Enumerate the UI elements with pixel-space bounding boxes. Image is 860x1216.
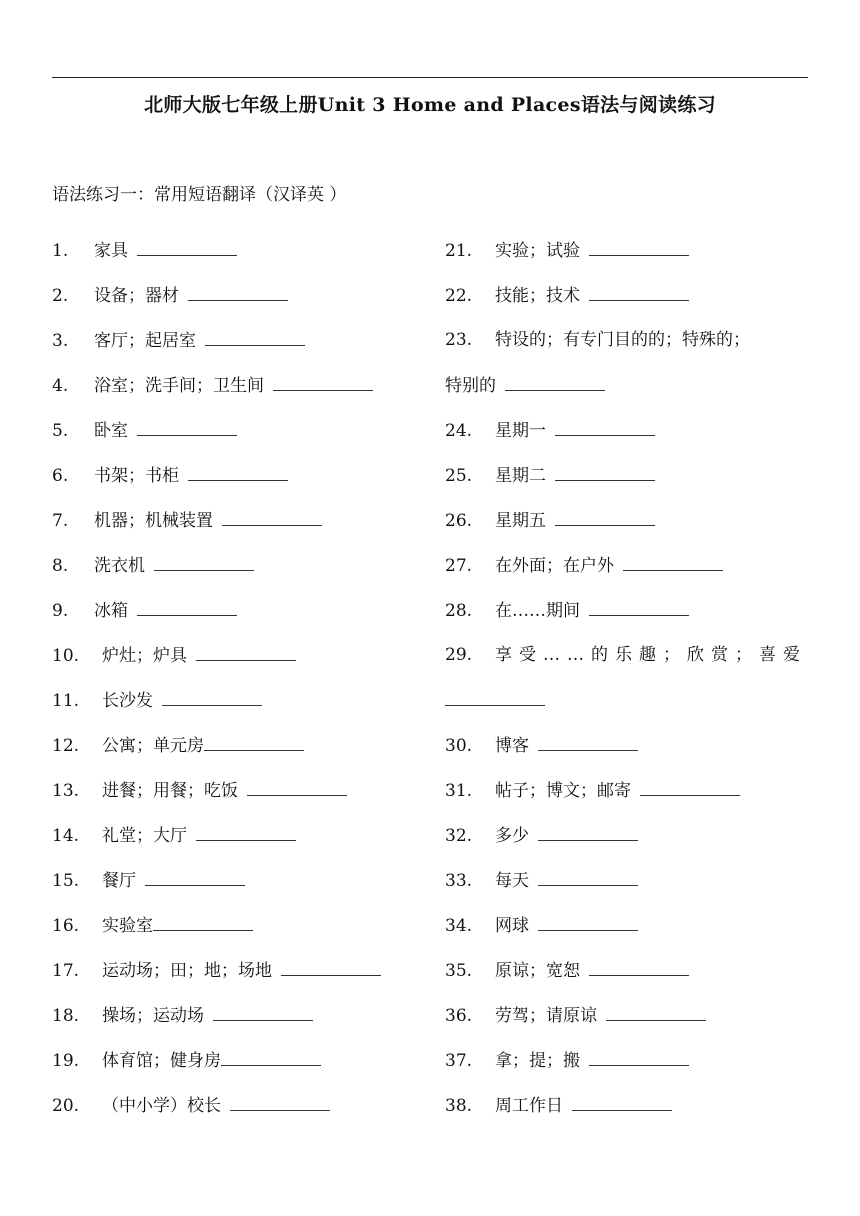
answer-blank[interactable] [196,642,296,661]
list-item: 8. 洗衣机 [52,552,254,578]
document-title: 北师大版七年级上册Unit 3 Home and Places语法与阅读练习 [144,94,716,116]
answer-blank[interactable] [154,552,254,571]
list-item-continuation: 特别的 [445,372,605,398]
list-item: 9. 冰箱 [52,597,237,623]
list-item: 26. 星期五 [445,507,655,533]
list-item: 10. 炉灶；炉具 [52,642,296,668]
list-item: 18. 操场；运动场 [52,1002,313,1028]
answer-blank[interactable] [589,282,689,301]
list-item: 33. 每天 [445,867,638,893]
list-item: 22. 技能；技术 [445,282,689,308]
list-item: 28. 在……期间 [445,597,689,623]
answer-blank[interactable] [281,957,381,976]
list-item: 36. 劳驾；请原谅 [445,1002,706,1028]
list-item: 34. 网球 [445,912,638,938]
list-item: 37. 拿；提；搬 [445,1047,689,1073]
list-item: 5. 卧室 [52,417,237,443]
answer-blank[interactable] [538,912,638,931]
answer-blank[interactable] [538,867,638,886]
section-heading: 语法练习一：常用短语翻译（汉译英 ） [52,185,347,205]
answer-blank[interactable] [589,237,689,256]
answer-blank[interactable] [623,552,723,571]
answer-blank[interactable] [538,822,638,841]
answer-blank[interactable] [137,597,237,616]
answer-blank[interactable] [205,327,305,346]
answer-blank[interactable] [555,417,655,436]
list-item: 14. 礼堂；大厅 [52,822,296,848]
list-item: 11. 长沙发 [52,687,262,713]
list-item-continuation [445,687,545,713]
answer-blank[interactable] [555,507,655,526]
answer-blank[interactable] [221,1047,321,1066]
answer-blank[interactable] [213,1002,313,1021]
list-item: 30. 博客 [445,732,638,758]
answer-blank[interactable] [606,1002,706,1021]
list-item: 21. 实验；试验 [445,237,689,263]
list-item: 20. （中小学）校长 [52,1092,330,1118]
answer-blank[interactable] [204,732,304,751]
list-item: 4. 浴室；洗手间；卫生间 [52,372,373,398]
list-item: 32. 多少 [445,822,638,848]
list-item: 25. 星期二 [445,462,655,488]
answer-blank[interactable] [247,777,347,796]
list-item: 7. 机器；机械装置 [52,507,322,533]
answer-blank[interactable] [162,687,262,706]
answer-blank[interactable] [222,507,322,526]
list-item: 23. 特设的；有专门目的的；特殊的； [445,330,750,350]
answer-blank[interactable] [188,462,288,481]
answer-blank[interactable] [153,912,253,931]
list-item: 15. 餐厅 [52,867,245,893]
list-item: 24. 星期一 [445,417,655,443]
list-item: 13. 进餐；用餐；吃饭 [52,777,347,803]
header-rule [52,77,808,78]
list-item: 35. 原谅；宽恕 [445,957,689,983]
list-item: 19. 体育馆；健身房 [52,1047,321,1073]
list-item: 3. 客厅；起居室 [52,327,305,353]
list-item: 16. 实验室 [52,912,253,938]
answer-blank[interactable] [445,687,545,706]
answer-blank[interactable] [572,1092,672,1111]
answer-blank[interactable] [505,372,605,391]
answer-blank[interactable] [538,732,638,751]
list-item: 17. 运动场；田；地；场地 [52,957,381,983]
list-item: 38. 周工作日 [445,1092,672,1118]
list-item: 2. 设备；器材 [52,282,288,308]
answer-blank[interactable] [589,957,689,976]
list-item: 6. 书架；书柜 [52,462,288,488]
list-item: 29. 享受……的乐趣；欣赏；喜爱 [445,645,807,665]
list-item: 12. 公寓；单元房 [52,732,304,758]
list-item: 27. 在外面；在户外 [445,552,723,578]
answer-blank[interactable] [640,777,740,796]
answer-blank[interactable] [273,372,373,391]
answer-blank[interactable] [137,237,237,256]
answer-blank[interactable] [196,822,296,841]
answer-blank[interactable] [555,462,655,481]
list-item: 31. 帖子；博文；邮寄 [445,777,740,803]
list-item: 1. 家具 [52,237,237,263]
answer-blank[interactable] [589,597,689,616]
answer-blank[interactable] [230,1092,330,1111]
answer-blank[interactable] [145,867,245,886]
answer-blank[interactable] [589,1047,689,1066]
answer-blank[interactable] [188,282,288,301]
answer-blank[interactable] [137,417,237,436]
